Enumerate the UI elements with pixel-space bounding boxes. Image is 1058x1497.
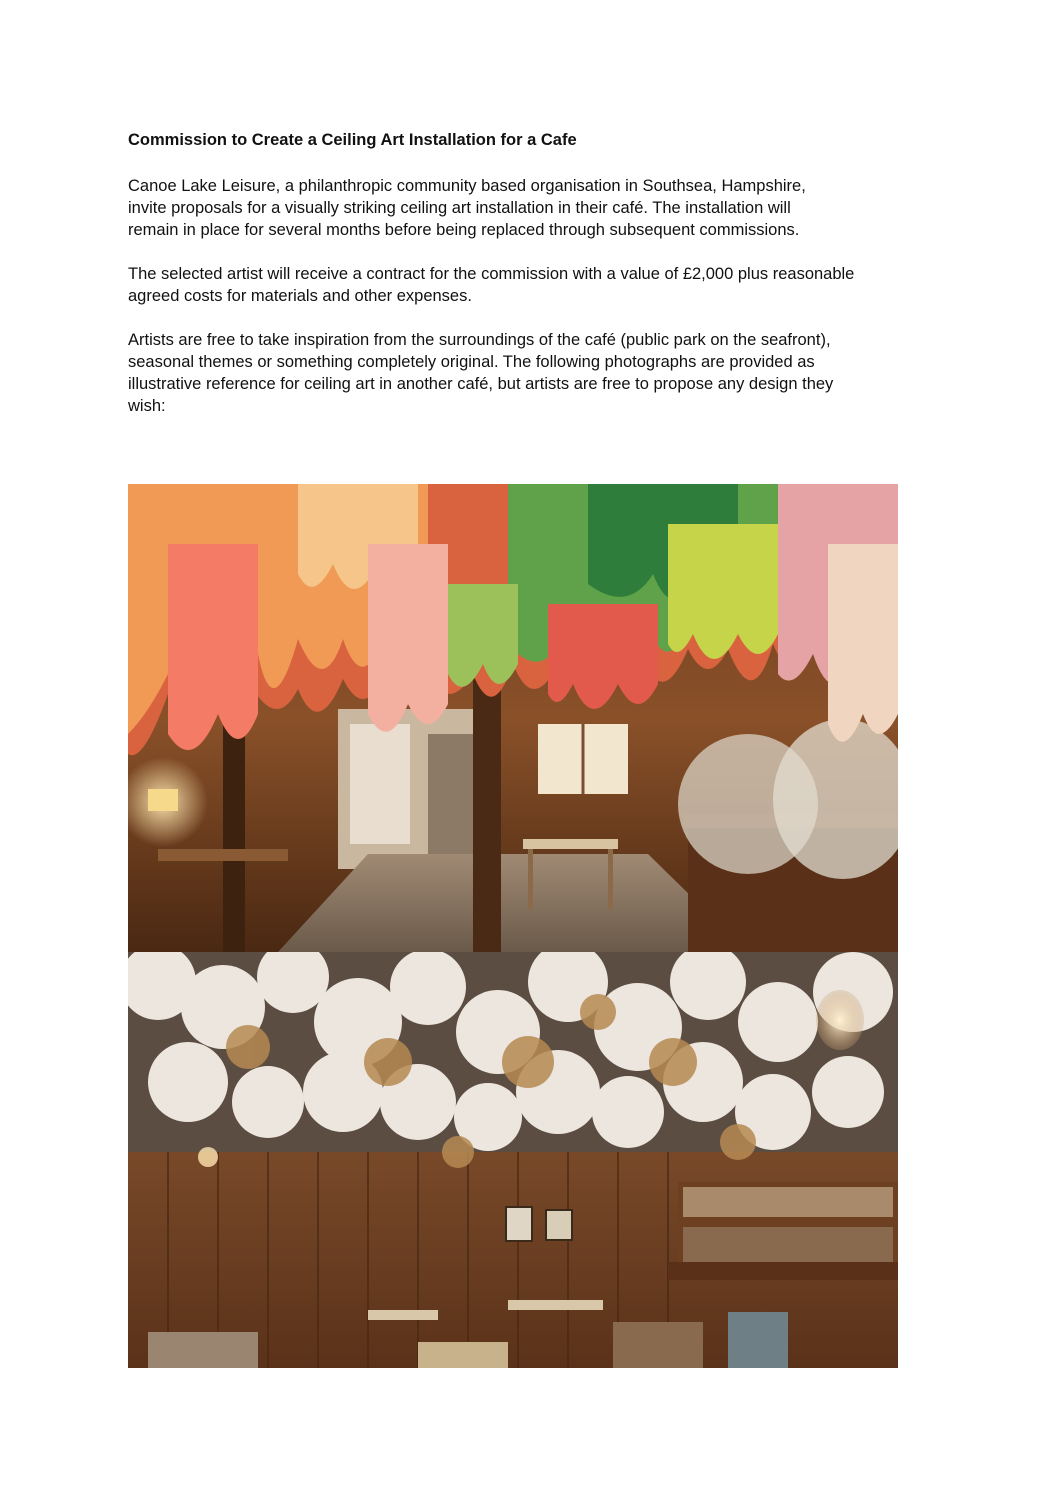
document-body [128, 128, 928, 439]
paragraph-line: The selected artist will receive a contract for the commission with a value of £2,000 plus reasonable [128, 265, 855, 283]
paragraph-line: remain in place for several months before being replaced through subsequent commissions. [128, 221, 800, 239]
photo-colorful-fabric-ceiling [128, 484, 898, 952]
paragraph-contract [128, 263, 928, 307]
paragraph-inspiration [128, 329, 928, 417]
paragraph-line: Canoe Lake Leisure, a philanthropic community based organisation in Southsea, Hampshire, [128, 177, 806, 195]
paragraph-line: agreed costs for materials and other expenses. [128, 287, 472, 305]
paragraph-line: illustrative reference for ceiling art in another café, but artists are free to propose any design they [128, 375, 834, 393]
paragraph-line: seasonal themes or something completely original. The following photographs are provided as [128, 353, 815, 371]
photo-colorful-fabric-ceiling-icon [128, 484, 898, 952]
photo-white-starburst-ceiling [128, 952, 898, 1368]
paragraph-intro [128, 175, 928, 241]
paragraph-line: wish: [128, 397, 166, 415]
paragraph-line: invite proposals for a visually striking ceiling art installation in their café. The installation will [128, 199, 791, 217]
photo-white-starburst-ceiling-icon [128, 952, 898, 1368]
document-title: Commission to Create a Ceiling Art Installation for a Cafe [128, 131, 577, 149]
paragraph-line: Artists are free to take inspiration from the surroundings of the café (public park on the seafront), [128, 331, 831, 349]
